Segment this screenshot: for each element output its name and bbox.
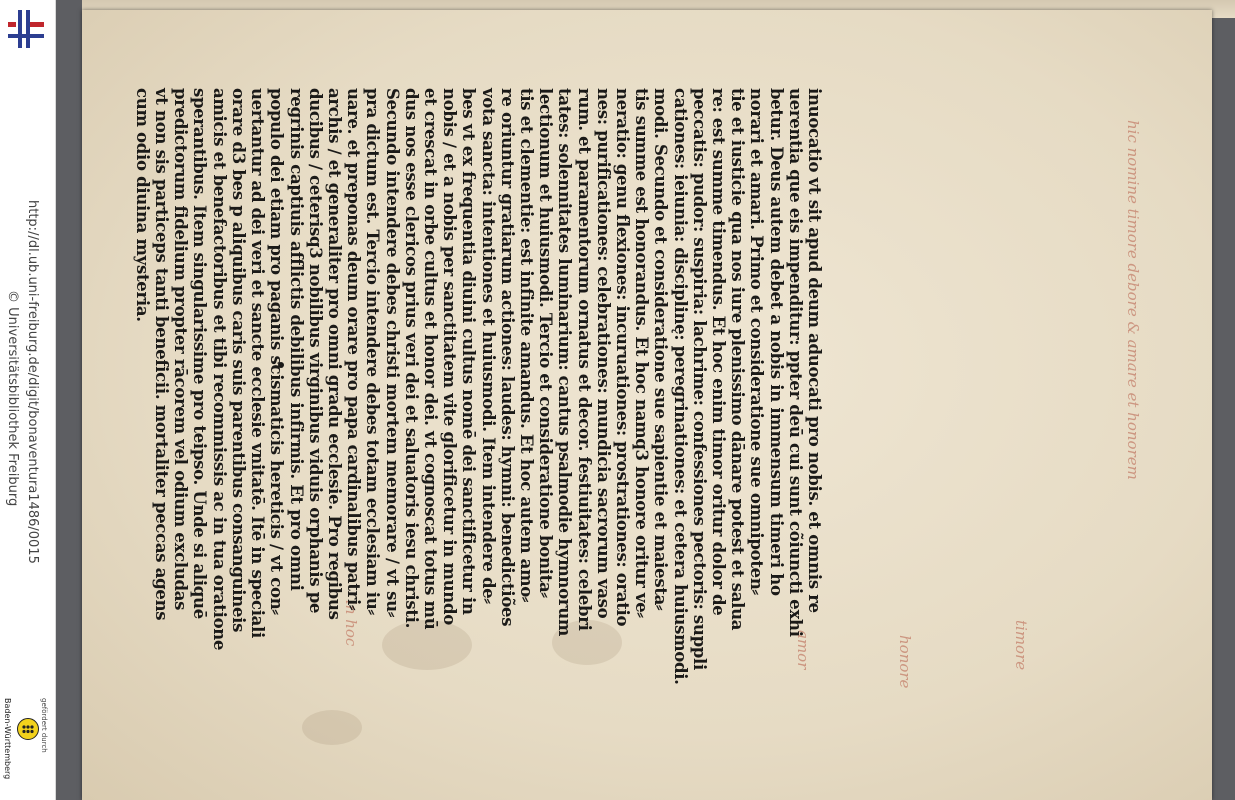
text-line: et crescat in orbe cultus et honor dei. vt cognoscat totus mū <box>420 88 440 630</box>
viewer-sidebar <box>0 0 56 800</box>
text-line: rum. et paramentorum ornatus et decor. festiuitates: celebri <box>574 88 594 631</box>
text-line: uertantur ad dei veri et sancte ecclesie vnitatē. Itē in speciali <box>248 88 268 639</box>
text-line: orare d3 bes p aliquibus caris suis parentibus consanguineis <box>228 88 248 633</box>
text-line: cum odio diuina mysteria. <box>132 88 152 322</box>
text-line: dus nos esse clericos prius veri dei et saluatoris iesu christi. <box>401 88 421 629</box>
page-stain <box>302 710 362 745</box>
text-line: re: est summe timendus. Et hoc enim timor oritur dolor de <box>708 88 728 616</box>
text-line: predictorum fidelium propter rācorem vel odium excludas <box>171 88 191 611</box>
margin-note: in hoc <box>342 600 360 647</box>
scan-viewport[interactable] <box>56 0 1235 800</box>
margin-note: timore <box>1012 620 1030 671</box>
text-line: neratio: genu flexiones: incuruationes: prostrationes: oratio <box>612 88 632 627</box>
funded-by-label: gefördert durch <box>40 698 48 753</box>
text-line: vt non sis particeps tanti beneficii. mortaliter peccas agens <box>152 88 172 621</box>
text-line: modi. Secundo et consideratione sue sapientie et maiesta⸗ <box>651 88 671 611</box>
margin-note: amor <box>794 630 812 670</box>
state-label: Baden-Württemberg <box>3 698 12 780</box>
text-line: uerentia que eis impenditur: ppter deū cui sunt cõiuncti exhi <box>785 88 805 637</box>
text-line: pra dictum est. Tercio intendere debes totam ecclesiam iu⸗ <box>363 88 383 615</box>
text-line: bes vt ex frequentia diuini cultus nomē dei sanctificetur in <box>459 88 479 615</box>
margin-note: hic nomine timore debore & amare et honorem <box>1124 120 1142 480</box>
margin-note: honore <box>896 635 914 689</box>
text-line: cationes: ieiunia: disciplinę: peregrinationes: et cetera huiusmodi. <box>670 88 690 685</box>
text-line: lectionum et huiusmodi. Tercio et consideratione bonita⸗ <box>536 88 556 598</box>
text-line: regrinis captiuis afflictis debilibus infirmis. Et pro omni <box>286 88 306 591</box>
copyright-text: © Universitätsbibliothek Freiburg <box>5 290 20 507</box>
text-line: amicis et benefactoribus et tibi recommissis ac in tua oratione <box>209 88 229 651</box>
text-line: tis et clementie: est infinite amandus. Et hoc autem amo⸗ <box>516 88 536 603</box>
text-line: peccatis: pudor: suspiria: lachrime: confessiones pectoris: suppli <box>689 88 709 670</box>
text-line: populo dei etiam pro paganis scismaticis hereticis / vt con⸗ <box>267 88 287 615</box>
document-url[interactable]: http://dl.ub.uni-freiburg.de/digit/bonaventura1486/0015 <box>25 200 40 564</box>
ub-freiburg-logo-icon <box>6 8 46 50</box>
text-line: ducibus / ceterisq3 nobilibus virginibus viduis orphanis pe <box>305 88 325 614</box>
text-line: tis summe est honorandus. Et hoc namq3 honore oritur ve⸗ <box>632 88 652 618</box>
text-line: Secundo intendere debes christi mortem memorare / vt su⸗ <box>382 88 402 618</box>
text-line: norari et amari. Primo et consideratione sue omnipoten⸗ <box>747 88 767 595</box>
text-line: nes: purificationes: celebrationes: mundicia sacrorum vaso <box>593 88 613 619</box>
text-line: nobis / et a nobis per sanctitatem vite glorificetur in mundo <box>440 88 460 625</box>
text-line: vota sancta: intentiones et huiusmodi. Item intendere de⸗ <box>478 88 498 604</box>
text-line: re oriuntur gratiarum actiones: laudes: hymni: benedictiões <box>497 88 517 627</box>
text-line: archis / et generaliter pro omni gradu ecclesie. Pro regibus <box>324 88 344 620</box>
text-line: inuocatio vt sit apud deum aduocati pro nobis. et omnis re <box>805 88 824 613</box>
book-page <box>82 10 1212 800</box>
text-line: tie et iusticie qua nos iure plenissimo dānare potest et salua <box>728 88 748 631</box>
text-line: uare. et preponas deum orare pro papa cardinalibus patri⸗ <box>344 88 364 611</box>
text-line: sperantibus. Item singularissime pro teipso. Unde si aliquē <box>190 88 210 619</box>
text-line: betur. Deus autem debet a nobis in immensum timeri ho <box>766 88 786 596</box>
bw-seal-icon <box>17 718 39 740</box>
text-line: tates: solennitates luminarium: cantus psalmodie hymnorum <box>555 88 575 637</box>
